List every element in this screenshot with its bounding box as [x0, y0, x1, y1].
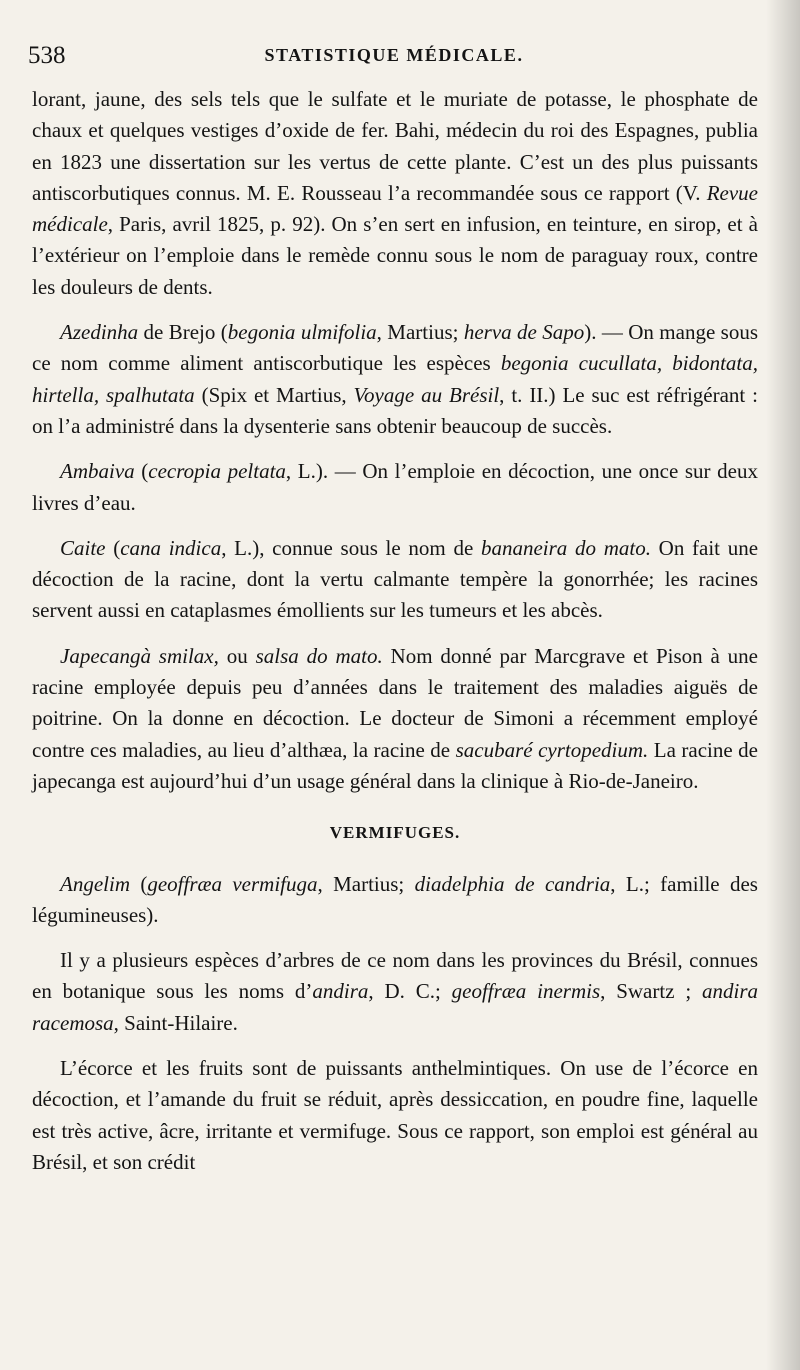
paragraph-bark-fruit: L’écorce et les fruits sont de puissants anthelmintiques. On use de l’écorce en décoction, et l’amande du fruit se réduit, après dessiccation, en poudre fine, laquelle est très active, âcre, irritante et vermifuge. Sous ce rapport, son emploi est général au Brésil, et son crédit [32, 1056, 758, 1174]
paragraph-continuation: lorant, jaune, des sels tels que le sulfate et le muriate de potasse, le phosphate de chaux et quelques vestiges d’oxide de fer. Bahi, médecin du roi des Espagnes, publia en 1823 une dissertation sur les vertus de cette plante. C’est un des plus puissants antiscorbutiques connus. M. E. Rousseau l’a recommandée sous ce rapport (V. Revue médicale, Paris, avril 1825, p. 92). On s’en sert en infusion, en teinture, en sirop, et à l’extérieur on l’emploie dans le remède connu sous le nom de paraguay roux, contre les douleurs de dents. [32, 87, 758, 299]
entry-angelim: Angelim (geoffræa vermifuga, Martius; diadelphia de candria, L.; famille des légumineuses). [32, 871, 758, 927]
section-title: VERMIFUGES. [329, 823, 461, 843]
page-edge-shadow [766, 0, 800, 1370]
paragraph-species: Il y a plusieurs espèces d’arbres de ce nom dans les provinces du Brésil, connues en botanique sous les noms d’andira, D. C.; geoffræa inermis, Swartz ; andira racemosa, Saint-Hilaire. [32, 948, 759, 1035]
page-number: 538 [28, 42, 66, 69]
entry-azedinha: Azedinha de Brejo (begonia ulmifolia, Martius; herva de Sapo). — On mange sous ce nom comme aliment antiscorbutique les espèces begonia cucullata, bidontata, hirtella, spalhutata (Spix et Martius, Voyage au Brésil, t. II.) Le suc est réfrigérant : on l’a administré dans la dysenterie sans obtenir beaucoup de succès. [32, 320, 759, 438]
entry-ambaiva: Ambaiva (cecropia peltata, L.). — On l’emploie en décoction, une once sur deux livres d’eau. [32, 459, 758, 515]
page-body [32, 84, 758, 1192]
page-header [28, 42, 760, 76]
entry-caite: Caite (cana indica, L.), connue sous le nom de bananeira do mato. On fait une décoction de la racine, dont la vertu calmante tempère la gonorrhée; les racines servent aussi en cataplasmes émollients sur les tumeurs et les abcès. [32, 535, 759, 623]
entry-japecanga: Japecangà smilax, ou salsa do mato. Nom donné par Marcgrave et Pison à une racine employée depuis peu d’années dans le traitement des maladies aiguës de poitrine. On la donne en décoction. Le docteur de Simoni a récemment employé contre ces maladies, au lieu d’althæa, la racine de sacubaré cyrtopedium. La racine de japecanga est aujourd’hui d’un usage général dans la clinique à Rio-de-Janeiro. [32, 643, 759, 793]
running-title: STATISTIQUE MÉDICALE. [264, 45, 524, 65]
